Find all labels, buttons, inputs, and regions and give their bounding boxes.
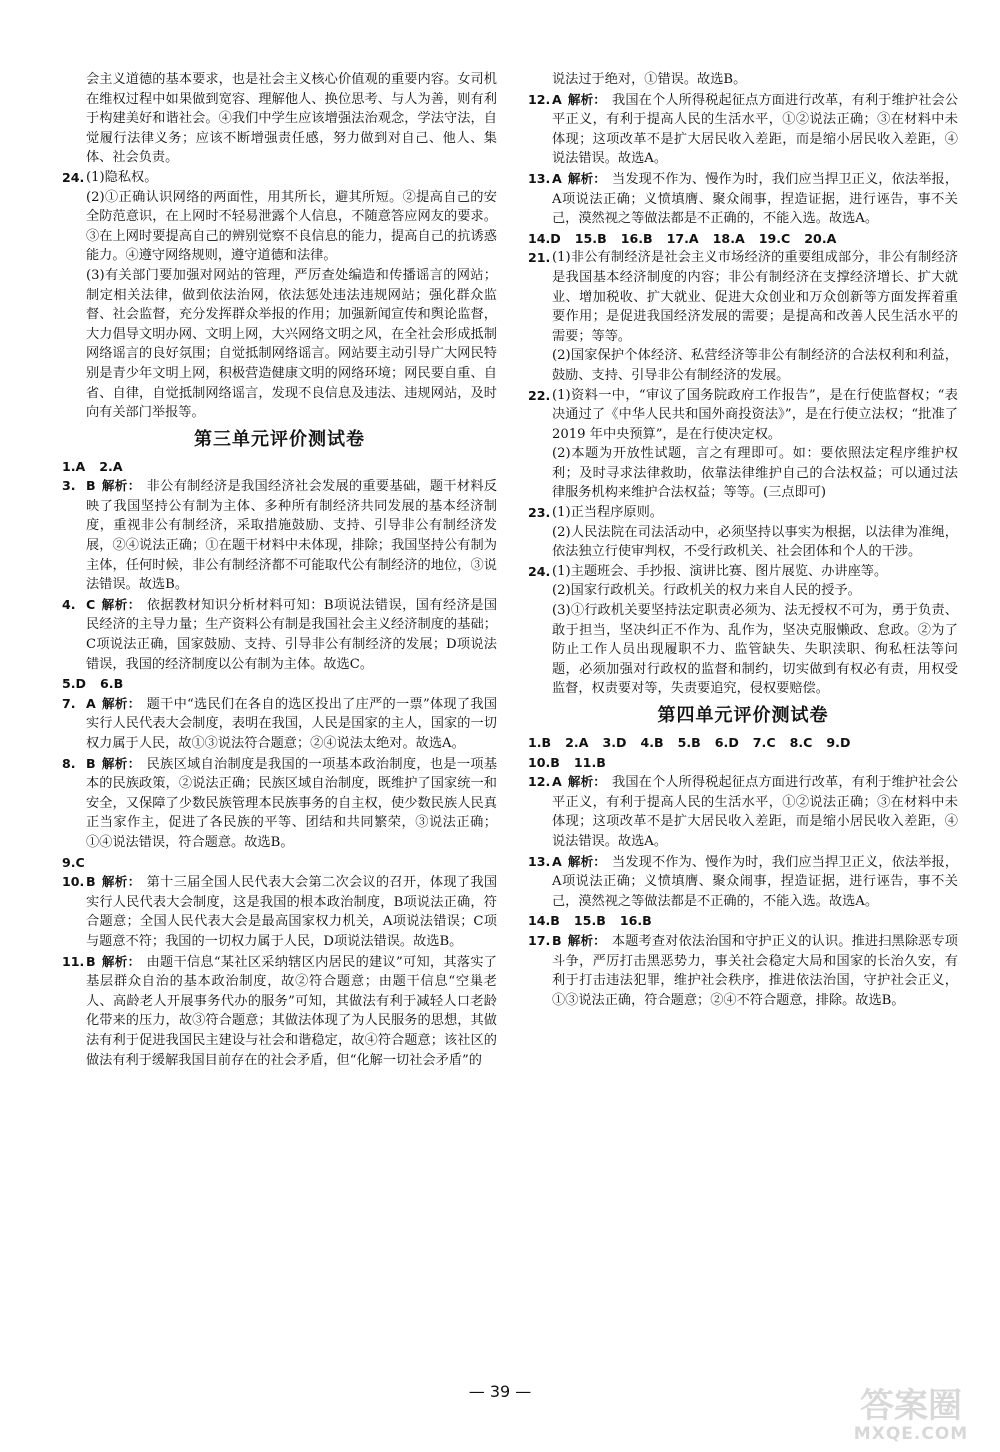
question-number: 3. — [62, 478, 76, 494]
answer-q7 — [62, 694, 497, 754]
answer-q22 — [528, 386, 958, 504]
answer-choice: 10.B — [528, 754, 560, 770]
analysis-label: 解析： — [101, 953, 141, 969]
section-heading-unit4: 第四单元评价测试卷 — [657, 705, 829, 726]
answer-choice: 4.B — [640, 735, 664, 750]
answer-key: A — [552, 853, 562, 869]
analysis-label: 解析： — [567, 774, 607, 790]
question-number: 4. — [62, 596, 76, 612]
answer-key: B — [86, 953, 96, 969]
right-column — [528, 70, 958, 1010]
answer-part: (1)正当程序原则。 — [552, 505, 663, 521]
answer-choice: 15.B — [573, 913, 606, 929]
question-number: 10. — [62, 874, 85, 890]
section-heading-unit3: 第三单元评价测试卷 — [194, 428, 365, 450]
answer-row — [528, 733, 958, 753]
answer-q8 — [62, 754, 497, 853]
answer-key: B — [86, 874, 96, 890]
analysis-label: 解析： — [101, 695, 141, 711]
answer-choice: 2.A — [565, 735, 589, 750]
answer-choice: 9.C — [62, 854, 85, 870]
analysis-label: 解析： — [567, 91, 607, 107]
answer-key: A — [552, 91, 562, 107]
answer-choice: 5.D — [62, 676, 87, 692]
answer-key: B — [86, 478, 96, 494]
answer-q10 — [62, 872, 497, 951]
analysis-label: 解析： — [101, 596, 141, 612]
answer-q12 — [528, 90, 958, 169]
analysis-label: 解析： — [101, 874, 141, 890]
answer-q4 — [62, 595, 497, 674]
answer-analysis: 本题考查对依法治国和守护正义的认识。推进扫黑除恶专项斗争，严厉打击黑恶势力，事关社会稳定大局和国家的长治久安，有利于打击违法犯罪，维护社会秩序，推进依法治国，守护社会正义，①③说法正确，符合题意；②④不符合题意，排除。故选B。 — [552, 933, 958, 1008]
answer-analysis: 题干中“选民们在各自的选区投出了庄严的一票”体现了我国实行人民代表大会制度，表明在我国，人民是国家的主人，国家的一切权力属于人民，故①③说法符合题意；②④说法太绝对。故选A。 — [86, 696, 498, 751]
answer-choice: 1.B — [528, 735, 552, 750]
answer-row — [528, 753, 958, 773]
answer-key: B — [552, 932, 562, 948]
answer-choice: 7.C — [752, 735, 776, 750]
answer-q13 — [528, 852, 958, 912]
question-number: 12. — [528, 91, 551, 107]
answer-row — [62, 457, 497, 477]
answer-q23 — [528, 503, 958, 562]
answer-key: A — [86, 695, 96, 711]
answer-row — [528, 911, 958, 931]
watermark-logo — [836, 1374, 986, 1446]
analysis-label: 解析： — [567, 932, 606, 948]
answer-part: (1)隐私权。 — [86, 169, 158, 185]
answer-analysis: 我国在个人所得税起征点方面进行改革，有利于维护社会公平正义，有利于提高人民的生活水平，①②说法正确；③在材料中未体现；这项改革不是扩大居民收入差距，而是缩小居民收入差距，④说法错误。故选A。 — [552, 92, 959, 167]
answer-part: (2)①正确认识网络的两面性，用其所长，避其所短。②提高自己的安全防范意识，在上网时不轻易泄露个人信息，不随意答应网友的要求。③在上网时要提高自己的辨别觉察不良信息的能力，提高自己的抗诱惑能力。④遵守网络规则，遵守道德和法律。 — [86, 189, 497, 264]
q23-continuation: 会主义道德的基本要求，也是社会主义核心价值观的重要内容。女司机在维权过程中如果做到宽容、理解他人、换位思考、与人为善，则有利于构建美好和谐社会。④我们中学生应该增强法治观念，学法守法，自觉履行法律义务；应该不断增强责任感，努力做到对自己、他人、集体、社会负责。 — [86, 72, 497, 166]
question-number: 11. — [62, 953, 85, 969]
answer-choice: 9.D — [826, 735, 851, 750]
answer-analysis: 民族区域自治制度是我国的一项基本政治制度，也是一项基本的民族政策，②说法正确；民族区域自治制度，既维护了国家统一和安全，又保障了少数民族管理本民族事务的自主权，使少数民族人民真正当家作主，促进了各民族的平等、团结和共同繁荣，③说法正确；①④说法错误，符合题意。故选B。 — [86, 756, 498, 850]
watermark-url: MXQE.COM — [853, 1424, 969, 1444]
answer-q24 — [528, 562, 958, 699]
question-number: 17. — [528, 932, 551, 948]
answer-row — [528, 229, 958, 249]
q11-continuation: 说法过于绝对，①错误。故选B。 — [552, 72, 747, 87]
answer-choice: 16.B — [619, 913, 652, 929]
question-number: 7. — [62, 695, 76, 711]
answer-part: (2)本题为开放性试题，言之有理即可。如：要依照法定程序维护权利；及时寻求法律救助，依靠法律维护自己的合法权益；可以通过法律服务机构来维护合法权益；等等。(三点即可) — [552, 446, 958, 501]
answer-part: (1)资料一中，“审议了国务院政府工作报告”，是在行使监督权；“表决通过了《中华人民共和国外商投资法》”，是在行使立法权；“批准了 2019 年中央预算”，是在行使决定权。 — [552, 387, 958, 442]
answer-choice: 1.A — [62, 458, 86, 474]
answer-part: (2)国家行政机关。行政机关的权力来自人民的授予。 — [552, 583, 861, 599]
answer-choice: 2.A — [99, 458, 123, 474]
answer-q17 — [528, 931, 958, 1010]
answer-part: (3)①行政机关要坚持法定职责必须为、法无授权不可为，勇于负责、敢于担当，坚决纠正不作为、乱作为，坚决克服懒政、怠政。②为了防止工作人员出现履职不力、监管缺失、失职渎职、徇私枉法等问题，必须加强对行政权的监督和制约，切实做到有权必有责，用权受监督，权责要对等，失责要追究，侵权要赔偿。 — [552, 603, 958, 697]
answer-choice: 18.A — [712, 230, 745, 246]
answer-choice: 19.C — [758, 230, 791, 246]
question-number: 21. — [528, 250, 551, 266]
answer-choice: 6.B — [100, 676, 124, 692]
answer-key: A — [552, 170, 562, 186]
question-number: 8. — [62, 755, 76, 771]
analysis-label: 解析： — [101, 478, 141, 494]
answer-row — [62, 853, 497, 873]
answer-part: (2)人民法院在司法活动中，必须坚持以事实为根据，以法律为准绳，依法独立行使审判权，不受行政机关、社会团体和个人的干涉。 — [552, 524, 958, 560]
answer-analysis: 依据教材知识分析材料可知：B项说法错误，国有经济是国民经济的主导力量；生产资料公有制是我国社会主义经济制度的基础；C项说法正确，国家鼓励、支持、引导非公有制经济的发展；D项说法错误，我国的经济制度以公有制为主体。故选C。 — [86, 597, 498, 672]
answer-analysis: 当发现不作为、慢作为时，我们应当捍卫正义，依法举报，A项说法正确；义愤填膺、聚众闹事，捏造证据，进行诬告，事不关己，漠然视之等做法都是不正确的，不能入选。故选A。 — [552, 171, 959, 227]
answer-analysis: 非公有制经济是我国经济社会发展的重要基础，题干材料反映了我国坚持公有制为主体、多种所有制经济共同发展的基本经济制度，重视非公有制经济，采取措施鼓励、支持、引导非公有制经济发展，②④说法正确；①在题干材料中未体现，排除；我国坚持公有制为主体，任何时候，非公有制经济都不可能取代公有制经济的地位，③说法错误。故选B。 — [86, 479, 498, 593]
answer-part: (1)非公有制经济是社会主义市场经济的重要组成部分，非公有制经济是我国基本经济制度的内容；非公有制经济在支撑经济增长、扩大就业、增加税收、扩大就业、促进大众创业和万众创新等方面发挥着重要作用；是促进我国经济发展的需要；是提高和改善人民生活水平的需要；等等。 — [552, 250, 958, 344]
answer-choice: 16.B — [620, 230, 653, 246]
analysis-label: 解析： — [567, 853, 607, 869]
answer-part: (3)有关部门要加强对网站的管理，严厉查处编造和传播谣言的网站；制定相关法律，做到依法治网，依法惩处违法违规网站；强化群众监督、社会监督，充分发挥群众举报的作用；加强新闻宣传和舆论监督，大力倡导文明办网、文明上网，大兴网络文明之风，在全社会形成抵制网络谣言的良好氛围；自觉抵制网络谣言。网站要主动引导广大网民特别是青少年文明上网，积极营造健康文明的网络环境；网民要自重、自省、自律，自觉抵制网络谣言，发现不良信息及违法、违规网站，及时向有关部门举报等。 — [86, 267, 497, 421]
answer-choice: 3.D — [602, 735, 627, 750]
question-number: 12. — [528, 774, 551, 790]
answer-choice: 20.A — [804, 230, 837, 246]
answer-q13 — [528, 169, 958, 229]
answer-choice: 6.D — [714, 735, 739, 750]
answer-choice: 15.B — [574, 230, 607, 246]
answer-key: A — [552, 774, 562, 790]
answer-q24 — [62, 168, 497, 423]
answer-choice: 17.A — [666, 230, 699, 246]
answer-choice: 5.B — [677, 735, 701, 750]
left-column — [62, 70, 497, 1070]
answer-part: (2)国家保护个体经济、私营经济等非公有制经济的合法权利和利益，鼓励、支持、引导非公有制经济的发展。 — [552, 348, 958, 383]
question-number: 22. — [528, 387, 551, 403]
analysis-label: 解析： — [101, 755, 141, 771]
question-number: 13. — [528, 853, 551, 869]
answer-row — [62, 674, 497, 694]
question-number: 23. — [528, 505, 551, 521]
answer-choice: 14.D — [528, 230, 561, 246]
answer-analysis: 当发现不作为、慢作为时，我们应当捍卫正义，依法举报，A项说法正确；义愤填膺、聚众闹事，捏造证据，进行诬告，事不关己，漠然视之等做法都是不正确的，不能入选。故选A。 — [552, 854, 959, 909]
answer-choice: 11.B — [573, 754, 606, 770]
answer-key: B — [86, 755, 96, 771]
page-number: — 39 — — [468, 1382, 532, 1401]
question-number: 24. — [528, 563, 551, 579]
answer-q3 — [62, 476, 497, 595]
analysis-label: 解析： — [567, 170, 607, 186]
answer-choice: 8.C — [789, 735, 813, 750]
answer-analysis: 由题干信息“某社区采纳辖区内居民的建议”可知，其落实了基层群众自治的基本政治制度，故②符合题意；由题干信息“空巢老人、高龄老人开展事务代办的服务”可知，其做法有利于减轻人口老龄化带来的压力，故③符合题意；其做法体现了为人民服务的思想，其做法有利于促进我国民主建设与社会和谐稳定，故④符合题意；该社区的做法有利于缓解我国目前存在的社会矛盾，但“化解一切社会矛盾”的 — [86, 954, 497, 1068]
watermark-text: 答案圈 — [860, 1386, 962, 1426]
answer-part: (1)主题班会、手抄报、演讲比赛、图片展览、办讲座等。 — [552, 563, 888, 579]
answer-choice: 14.B — [528, 913, 560, 929]
answer-analysis: 我国在个人所得税起征点方面进行改革，有利于维护社会公平正义，有利于提高人民的生活水平，①②说法正确；③在材料中未体现；这项改革不是扩大居民收入差距，而是缩小居民收入差距，④说法错误。故选A。 — [552, 775, 959, 849]
question-number: 13. — [528, 170, 551, 186]
answer-q11 — [62, 952, 497, 1071]
answer-q12 — [528, 772, 958, 851]
question-number: 24. — [62, 169, 85, 185]
answer-key: C — [86, 596, 96, 612]
answer-analysis: 第十三届全国人民代表大会第二次会议的召开，体现了我国实行人民代表大会制度，这是我国的根本政治制度，B项说法正确，符合题意；全国人民代表大会是最高国家权力机关，A项说法错误；C项与题意不符；我国的一切权力属于人民，D项说法错误。故选B。 — [86, 875, 498, 949]
answer-q21 — [528, 248, 958, 385]
